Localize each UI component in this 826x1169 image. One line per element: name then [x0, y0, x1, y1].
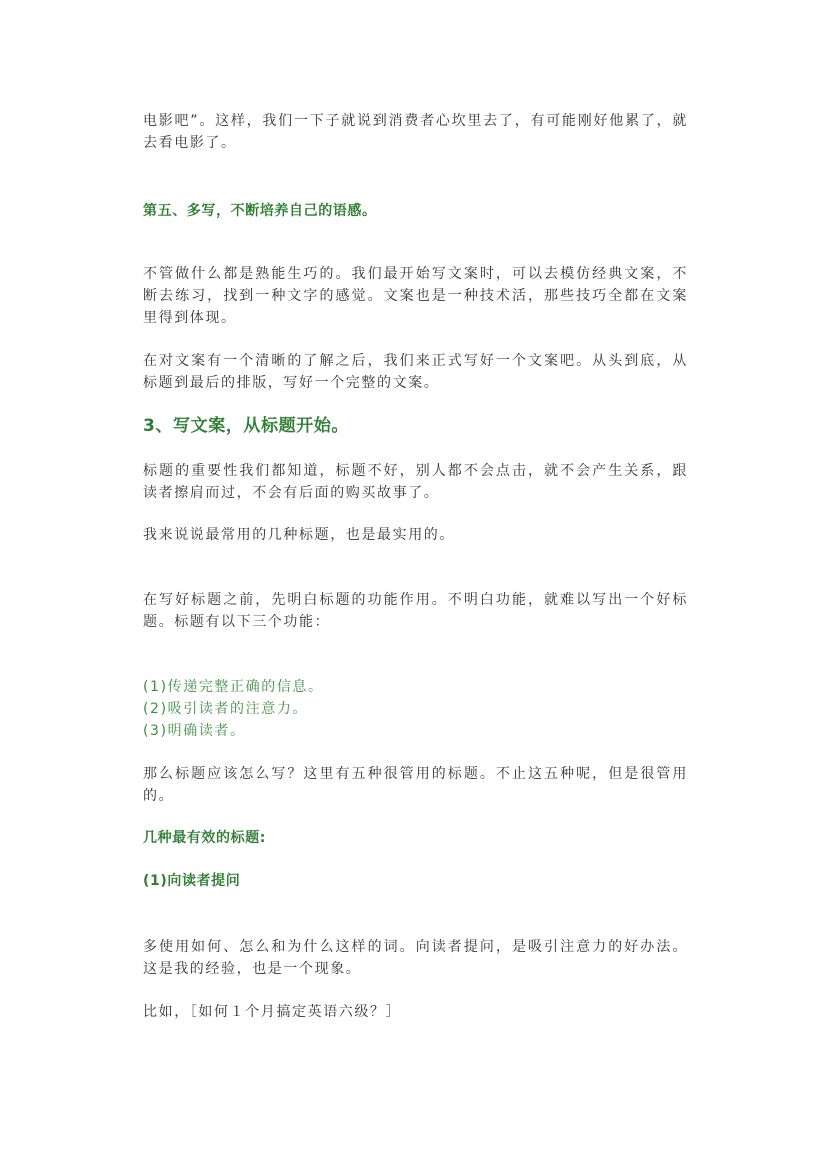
title-function-list — [143, 676, 688, 742]
list-item: (1)传递完整正确的信息。 — [143, 679, 324, 695]
paragraph-common-titles: 我来说说最常用的几种标题，也是最实用的。 — [143, 527, 455, 543]
paragraph-ask-questions: 多使用如何、怎么和为什么这样的词。向读者提问，是吸引注意力的好办法。这是我的经验，也是一个现象。 — [143, 939, 688, 977]
paragraph-how-to-write: 那么标题应该怎么写？这里有五种很管用的标题。不止这五种呢，但是很管用的。 — [143, 766, 688, 804]
paragraph-practice: 不管做什么都是熟能生巧的。我们最开始写文案时，可以去模仿经典文案，不断去练习，找到一种文字的感觉。文案也是一种技术活，那些技巧全都在文案里得到体现。 — [143, 266, 688, 326]
list-item: (3)明确读者。 — [143, 723, 246, 739]
paragraph-example: 比如，［如何１个月搞定英语六级？］ — [143, 1004, 402, 1020]
heading-effective-titles: 几种最有效的标题: — [143, 830, 266, 846]
paragraph-title-importance: 标题的重要性我们都知道，标题不好，别人都不会点击，就不会产生关系，跟读者擦肩而过，不会有后面的购买故事了。 — [143, 463, 688, 501]
heading-section-five: 第五、多写，不断培养自己的语感。 — [143, 203, 377, 219]
heading-write-from-title: 3、写文案，从标题开始。 — [143, 416, 350, 436]
paragraph-transition: 在对文案有一个清晰的了解之后，我们来正式写好一个文案吧。从头到底，从标题到最后的排版，写好一个完整的文案。 — [143, 353, 688, 391]
heading-ask-reader: (1)向读者提问 — [143, 873, 241, 889]
paragraph-title-functions: 在写好标题之前，先明白标题的功能作用。不明白功能，就难以写出一个好标题。标题有以下三个功能： — [143, 592, 688, 630]
paragraph-intro: 电影吧”。这样，我们一下子就说到消费者心坎里去了，有可能刚好他累了，就去看电影了。 — [143, 113, 688, 151]
list-item: (2)吸引读者的注意力。 — [143, 701, 309, 717]
